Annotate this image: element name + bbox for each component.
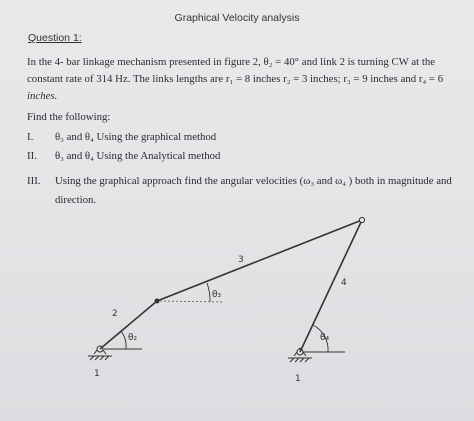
ground-left-label: 1 <box>94 369 100 379</box>
document-title: Graphical Velocity analysis <box>174 12 300 24</box>
theta2-label: θ₂ <box>128 333 138 343</box>
link-4 <box>300 220 362 352</box>
theta3-label: θ₃ <box>212 290 222 300</box>
task-item-2-number: II. <box>27 150 37 162</box>
ground-right-label: 1 <box>295 374 301 384</box>
joint-a <box>155 299 160 304</box>
ground-pivot-right <box>288 348 312 362</box>
link-2-label: 2 <box>112 309 118 319</box>
problem-line-1: In the 4- bar linkage mechanism presented in figure 2, θ₂ = 40° and link 2 is turning CW at the <box>27 56 436 68</box>
theta2-arc <box>121 331 126 349</box>
theta3-arc <box>207 283 210 302</box>
task-item-1-number: I. <box>27 131 34 143</box>
task-item-3-text: Using the graphical approach find the angular velocities (ω₃ and ω₄ ) both in magnitude and direction. <box>55 175 452 206</box>
problem-line-3: inches. <box>27 90 58 102</box>
task-item-1-text: θ₃ and θ₄ Using the graphical method <box>55 131 217 143</box>
problem-line-2: constant rate of 314 Hz. The links lengths are r₁ = 8 inches r₂ = 3 inches; r₃ = 9 inches and r₄ = 6 <box>27 73 444 85</box>
link-3 <box>157 220 362 301</box>
find-label: Find the following: <box>27 111 111 123</box>
theta3-reference-line <box>160 301 224 302</box>
link-3-label: 3 <box>238 255 244 265</box>
theta4-label: θ₄ <box>320 333 330 343</box>
task-item-2-text: θ₃ and θ₄ Using the Analytical method <box>55 150 221 162</box>
joint-b <box>359 217 364 222</box>
link-4-label: 4 <box>341 278 347 288</box>
task-item-3-number: III. <box>27 175 41 187</box>
question-label: Question 1: <box>28 32 82 44</box>
